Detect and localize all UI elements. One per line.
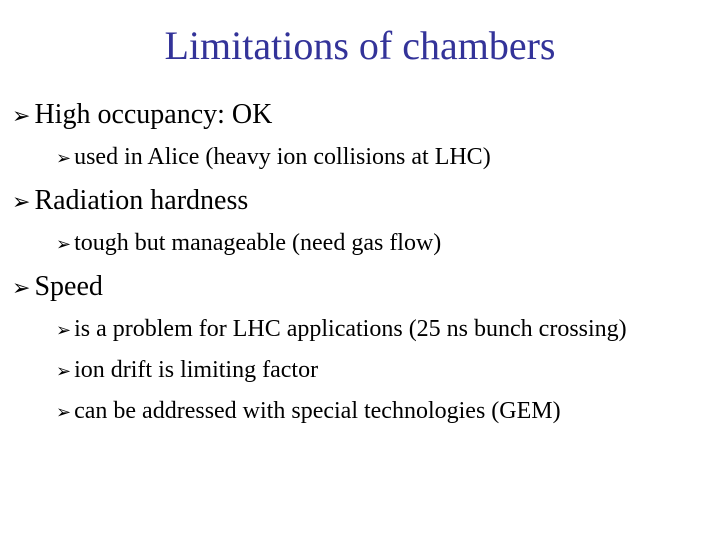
bullet-text: High occupancy: OK [34, 99, 273, 130]
sub-bullet-text: ion drift is limiting factor [74, 357, 319, 383]
arrow-right-icon: ➢ [56, 402, 72, 423]
arrow-right-icon: ➢ [56, 320, 72, 341]
bullet-text: Radiation hardness [34, 185, 249, 216]
sub-bullet-text: tough but manageable (need gas flow) [74, 230, 442, 256]
arrow-right-icon: ➢ [12, 190, 31, 215]
sub-bullet-item [56, 142, 491, 174]
arrow-right-icon: ➢ [12, 276, 31, 301]
sub-bullet-text: can be addressed with special technologies (GEM) [74, 398, 561, 424]
sub-bullet-item [56, 228, 441, 260]
arrow-right-icon: ➢ [56, 361, 72, 382]
sub-bullet-item [56, 396, 561, 428]
arrow-right-icon: ➢ [56, 234, 72, 255]
bullet-item [12, 270, 103, 306]
sub-bullet-item [56, 314, 627, 346]
sub-bullet-text: used in Alice (heavy ion collisions at LHC) [74, 144, 491, 170]
slide-title: Limitations of chambers [164, 23, 556, 68]
bullet-item [12, 184, 248, 220]
sub-bullet-item [56, 355, 318, 387]
sub-bullet-text: is a problem for LHC applications (25 ns bunch crossing) [74, 316, 627, 342]
arrow-right-icon: ➢ [56, 148, 72, 169]
arrow-right-icon: ➢ [12, 104, 31, 129]
bullet-item [12, 98, 272, 134]
bullet-text: Speed [34, 271, 103, 302]
